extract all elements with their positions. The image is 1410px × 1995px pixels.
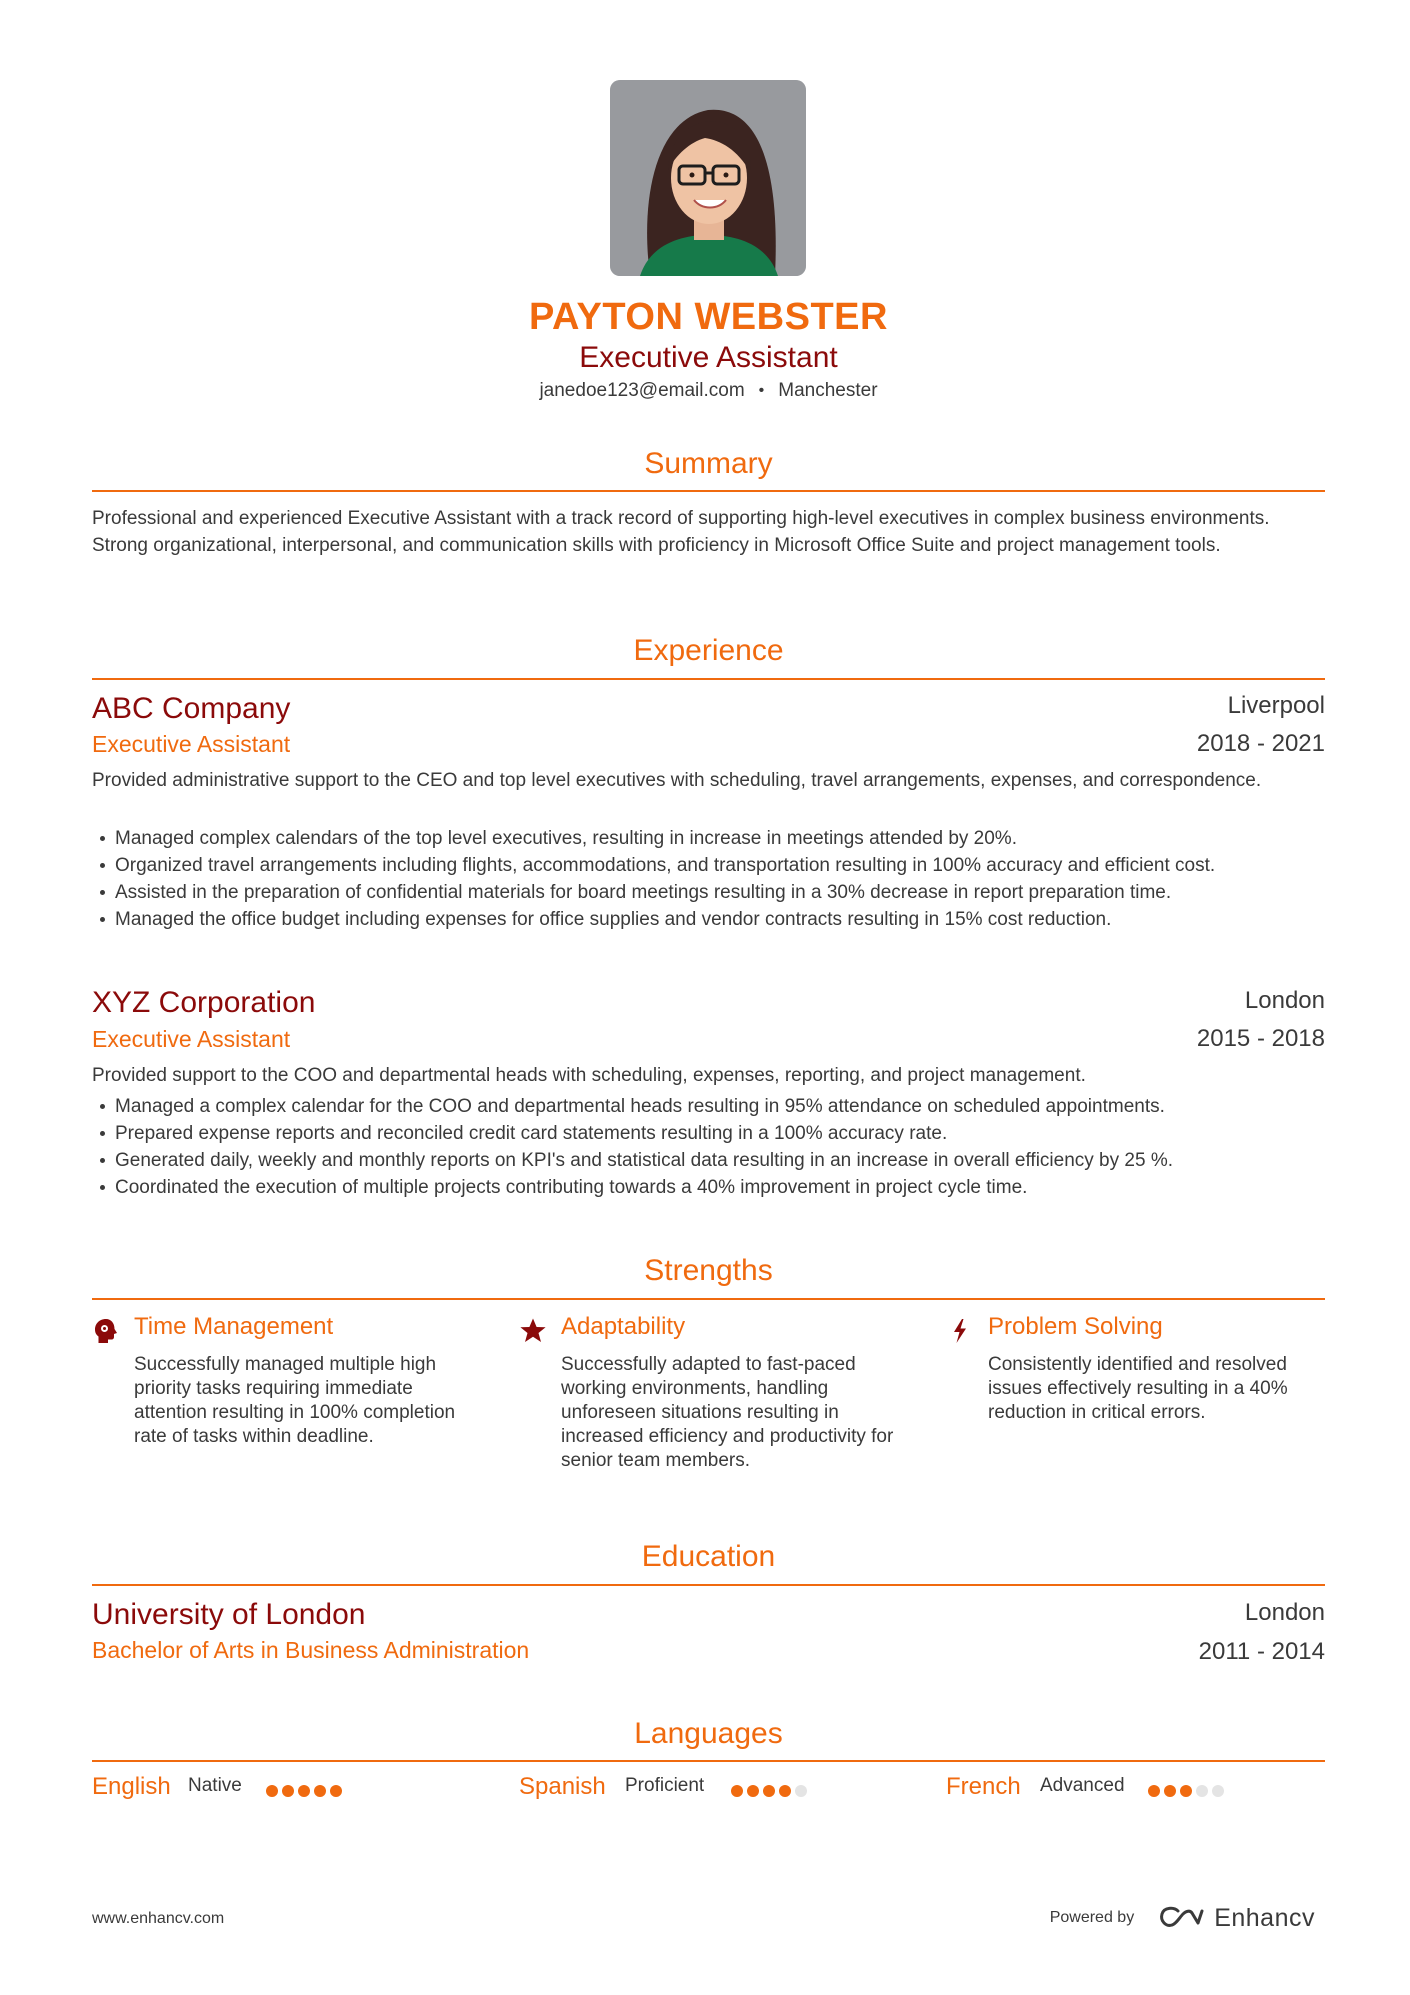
- profile-photo-image: [610, 80, 806, 276]
- job-description: Provided support to the COO and departmental heads with scheduling, expenses, reporting, and project management.: [92, 1065, 1086, 1086]
- footer-branding: [1050, 1900, 1315, 1936]
- rating-dot-filled: [747, 1785, 759, 1797]
- summary-divider: [92, 490, 1325, 492]
- job-location: London: [1244, 987, 1325, 1014]
- strength-title: Time Management: [134, 1313, 334, 1340]
- contact-line: [92, 380, 1325, 402]
- rating-dot-filled: [763, 1785, 775, 1797]
- language-name: English: [92, 1773, 171, 1800]
- job-bullet: Managed a complex calendar for the COO and departmental heads resulting in 95% attendance on scheduled appointments.: [92, 1093, 1325, 1120]
- candidate-name: PAYTON WEBSTER: [529, 296, 888, 338]
- language-name: Spanish: [519, 1773, 606, 1800]
- strengths-title: Strengths: [644, 1254, 773, 1287]
- education-divider: [92, 1584, 1325, 1586]
- experience-title: Experience: [633, 634, 784, 667]
- contact-location: Manchester: [778, 380, 878, 401]
- language-level: Proficient: [625, 1775, 705, 1796]
- rating-dot-filled: [282, 1785, 294, 1797]
- strength-title: Adaptability: [561, 1313, 686, 1340]
- job-bullet: Managed complex calendars of the top level executives, resulting in increase in meetings attended by 20%.: [92, 825, 1325, 852]
- enhancv-brand-name: Enhancv: [1214, 1903, 1315, 1932]
- rating-dot-filled: [779, 1785, 791, 1797]
- summary-text: Professional and experienced Executive Assistant with a track record of supporting high-level executives in complex business environments. Strong organizational, interpersonal, and communication skills with proficiency in Microsoft Office Suite and project management tools.: [92, 508, 1270, 556]
- rating-dot-filled: [1180, 1785, 1192, 1797]
- profile-photo: [610, 80, 806, 276]
- rating-dot-filled: [330, 1785, 342, 1797]
- experience-divider: [92, 678, 1325, 680]
- education-title: Education: [641, 1540, 776, 1573]
- language-level: Advanced: [1040, 1775, 1125, 1796]
- education-school: University of London: [92, 1598, 366, 1631]
- head-icon: [92, 1317, 120, 1345]
- candidate-headline: Executive Assistant: [579, 341, 838, 374]
- powered-by-label: Powered by: [1049, 1909, 1135, 1926]
- rating-dot-filled: [731, 1785, 743, 1797]
- job-company: ABC Company: [92, 692, 291, 725]
- education-degree: Bachelor of Arts in Business Administration: [92, 1637, 530, 1663]
- rating-dot-filled: [1148, 1785, 1160, 1797]
- job-role: Executive Assistant: [92, 1026, 291, 1052]
- job-dates: 2015 - 2018: [1196, 1025, 1325, 1052]
- strength-description: Successfully managed multiple high priority tasks requiring immediate attention resulting in 100% completion rate of tasks within deadline.: [134, 1354, 456, 1447]
- rating-dot-filled: [314, 1785, 326, 1797]
- strength-title: Problem Solving: [988, 1313, 1163, 1340]
- rating-dot-empty: [1212, 1785, 1224, 1797]
- job-bullet: Prepared expense reports and reconciled credit card statements resulting in a 100% accuracy rate.: [92, 1120, 1325, 1147]
- job-bullet: Managed the office budget including expenses for office supplies and vendor contracts resulting in 15% cost reduction.: [92, 906, 1325, 933]
- strength-description: Consistently identified and resolved issues effectively resulting in a 40% reduction in critical errors.: [988, 1354, 1288, 1423]
- job-dates: 2018 - 2021: [1196, 730, 1325, 757]
- job-bullet-list: [92, 1093, 1325, 1201]
- job-role: Executive Assistant: [92, 731, 291, 757]
- star-icon: [519, 1317, 547, 1345]
- strengths-divider: [92, 1298, 1325, 1300]
- contact-separator: •: [758, 382, 765, 399]
- job-location: Liverpool: [1227, 692, 1325, 719]
- footer-website[interactable]: www.enhancv.com: [92, 1910, 225, 1927]
- job-bullet: Assisted in the preparation of confidential materials for board meetings resulting in a 30% decrease in report preparation time.: [92, 879, 1325, 906]
- rating-dot-empty: [1196, 1785, 1208, 1797]
- job-bullet: Generated daily, weekly and monthly reports on KPI's and statistical data resulting in an increase in overall efficiency by 25 %.: [92, 1147, 1325, 1174]
- summary-title: Summary: [644, 447, 773, 480]
- job-bullet: Coordinated the execution of multiple projects contributing towards a 40% improvement in project cycle time.: [92, 1174, 1325, 1201]
- language-level: Native: [188, 1775, 242, 1796]
- language-name: French: [946, 1773, 1021, 1800]
- languages-divider: [92, 1760, 1325, 1762]
- rating-dot-filled: [1164, 1785, 1176, 1797]
- education-location: London: [1244, 1599, 1325, 1626]
- contact-email[interactable]: janedoe123@email.com: [539, 380, 745, 401]
- strength-description: Successfully adapted to fast-paced working environments, handling unforeseen situations resulting in increased efficiency and productivity for senior team members.: [561, 1354, 894, 1471]
- bolt-icon: [946, 1317, 974, 1345]
- education-dates: 2011 - 2014: [1198, 1638, 1325, 1665]
- languages-title: Languages: [634, 1717, 783, 1750]
- enhancv-logo-icon: [1158, 1905, 1204, 1931]
- job-bullet-list: [92, 825, 1325, 933]
- job-company: XYZ Corporation: [92, 986, 316, 1019]
- job-description: Provided administrative support to the CEO and top level executives with scheduling, travel arrangements, expenses, and correspondence.: [92, 770, 1262, 791]
- job-bullet: Organized travel arrangements including flights, accommodations, and transportation resulting in 100% accuracy and efficient cost.: [92, 852, 1325, 879]
- rating-dot-filled: [266, 1785, 278, 1797]
- rating-dot-empty: [795, 1785, 807, 1797]
- rating-dot-filled: [298, 1785, 310, 1797]
